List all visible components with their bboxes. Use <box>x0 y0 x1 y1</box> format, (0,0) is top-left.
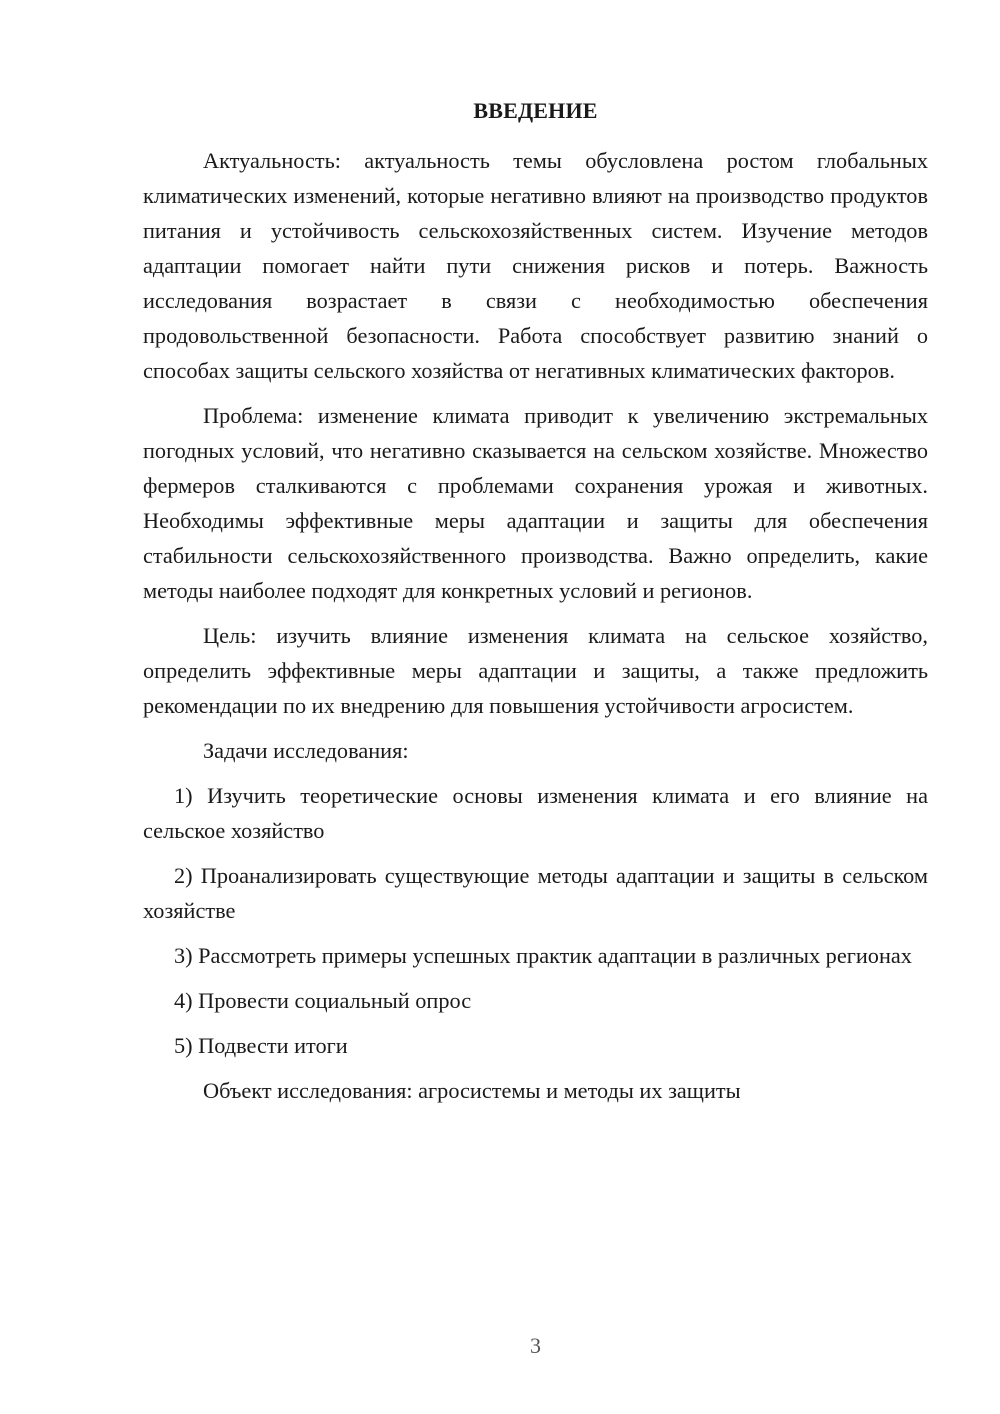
page-number: 3 <box>530 1333 541 1358</box>
task-item-2: 2) Проанализировать существующие методы адаптации и защиты в сельском хозяйстве <box>143 863 928 923</box>
paragraph-relevance: Актуальность: актуальность темы обусловлена ростом глобальных климатических изменений, которые негативно влияют на производство продуктов питания и устойчивость сельскохозяйственных систем. Изучение методов адаптации помогает найти пути снижения рисков и потерь. Важность исследования возрастает в связи с необходимостью обеспечения продовольственной безопасности. Работа способствует развитию знаний о способах защиты сельского хозяйства от негативных климатических факторов. <box>143 148 928 383</box>
document-page <box>143 0 928 1414</box>
paragraph-goal: Цель: изучить влияние изменения климата на сельское хозяйство, определить эффективные меры адаптации и защиты, а также предложить рекомендации по их внедрению для повышения устойчивости агросистем. <box>143 623 928 718</box>
task-item-1: 1) Изучить теоретические основы изменения климата и его влияние на сельское хозяйство <box>143 783 928 843</box>
paragraph-research-object: Объект исследования: агросистемы и методы их защиты <box>203 1078 741 1103</box>
paragraph-tasks-heading: Задачи исследования: <box>203 738 409 763</box>
task-item-3: 3) Рассмотреть примеры успешных практик адаптации в различных регионах <box>174 943 912 968</box>
document-body <box>143 143 928 1108</box>
paragraph-problem: Проблема: изменение климата приводит к увеличению экстремальных погодных условий, что негативно сказывается на сельском хозяйстве. Множество фермеров сталкиваются с проблемами сохранения урожая и животных. Необходимы эффективные меры адаптации и защиты для обеспечения стабильности сельскохозяйственного производства. Важно определить, какие методы наиболее подходят для конкретных условий и регионов. <box>143 403 928 603</box>
task-item-4: 4) Провести социальный опрос <box>174 988 472 1013</box>
section-title: ВВЕДЕНИЕ <box>473 98 598 123</box>
task-item-5: 5) Подвести итоги <box>174 1033 348 1058</box>
